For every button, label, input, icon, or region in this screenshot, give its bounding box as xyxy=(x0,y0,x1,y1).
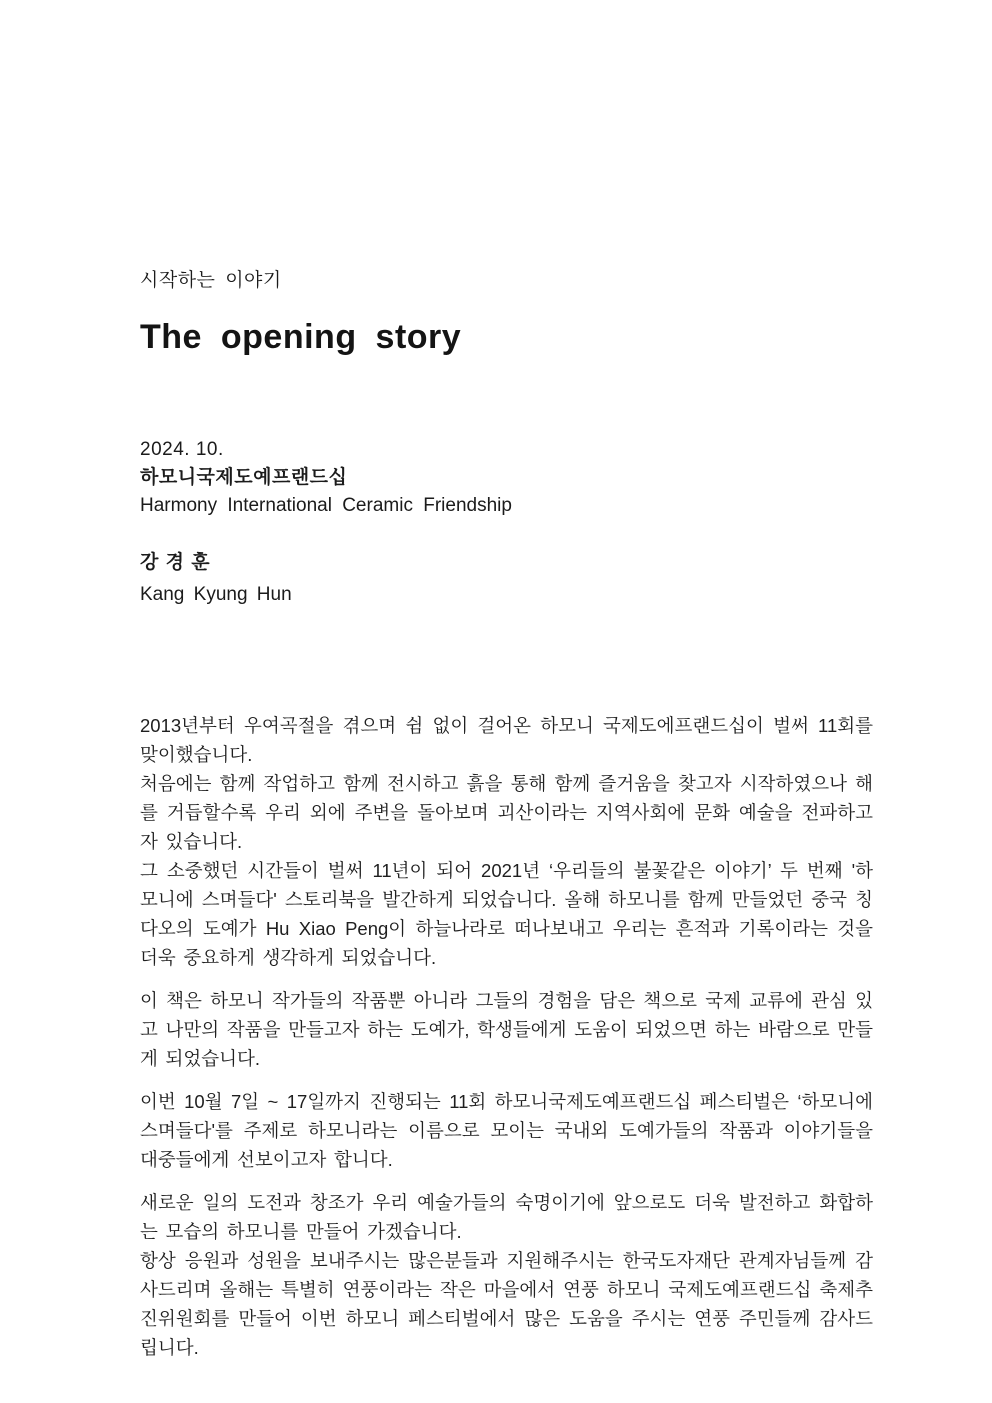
page-title: The opening story xyxy=(140,318,462,356)
paragraph-line: 2013년부터 우여곡절을 겪으며 쉼 없이 걸어온 하모니 국제도에프랜드십이 벌써 11회를 맞이했습니다. xyxy=(140,715,873,765)
paragraph-line: 그 소중했던 시간들이 벌써 11년이 되어 2021년 ‘우리들의 불꽃같은 이야기’ 두 번째 '하모니에 스며들다' 스토리북을 발간하게 되었습니다. 올해 하모니를 함께 만들었던 중국 칭다오의 도예가 Hu Xiao Peng이 하늘나라로 떠나보내고 우리는 흔적과 기록이라는 것을 더욱 중요하게 생각하게 되었습니다. xyxy=(140,860,873,968)
paragraph-line: 항상 응원과 성원을 보내주시는 많은분들과 지원해주시는 한국도자재단 관계자님들께 감사드리며 올해는 특별히 연풍이라는 작은 마을에서 연풍 하모니 국제도예프랜드십 축제추진위원회를 만들어 이번 하모니 페스티벌에서 많은 도움을 주시는 연풍 주민들께 감사드립니다. xyxy=(140,1250,873,1358)
author-name-korean: 강 경 훈 xyxy=(140,552,211,573)
section-kicker: 시작하는 이야기 xyxy=(140,270,282,291)
author-name-english: Kang Kyung Hun xyxy=(140,584,292,605)
byline-block xyxy=(140,436,512,520)
paragraph-line: 새로운 일의 도전과 창조가 우리 예술가들의 숙명이기에 앞으로도 더욱 발전하고 화합하는 모습의 하모니를 만들어 가겠습니다. xyxy=(140,1192,873,1242)
paragraph xyxy=(140,1087,873,1174)
paragraph xyxy=(140,711,873,972)
organization-name-english: Harmony International Ceramic Friendship xyxy=(140,495,512,516)
paragraph-line: 처음에는 함께 작업하고 함께 전시하고 흙을 통해 함께 즐거움을 찾고자 시작하였으나 해를 거듭할수록 우리 외에 주변을 돌아보며 괴산이라는 지역사회에 문화 예술을 전파하고자 있습니다. xyxy=(140,773,873,852)
organization-name-korean: 하모니국제도예프랜드십 xyxy=(140,467,348,488)
publication-date: 2024. 10. xyxy=(140,439,224,460)
author-block xyxy=(140,547,292,611)
paragraph xyxy=(140,986,873,1073)
body-text xyxy=(140,711,873,1362)
paragraph-line: 이 책은 하모니 작가들의 작품뿐 아니라 그들의 경험을 담은 책으로 국제 교류에 관심 있고 나만의 작품을 만들고자 하는 도예가, 학생들에게 도움이 되었으면 하는 바람으로 만들게 되었습니다. xyxy=(140,990,873,1069)
paragraph xyxy=(140,1188,873,1362)
paragraph-line: 이번 10월 7일 ~ 17일까지 진행되는 11회 하모니국제도예프랜드십 페스티벌은 ‘하모니에 스며들다'를 주제로 하모니라는 이름으로 모이는 국내외 도예가들의 작품과 이야기들을 대중들에게 선보이고자 합니다. xyxy=(140,1091,873,1170)
